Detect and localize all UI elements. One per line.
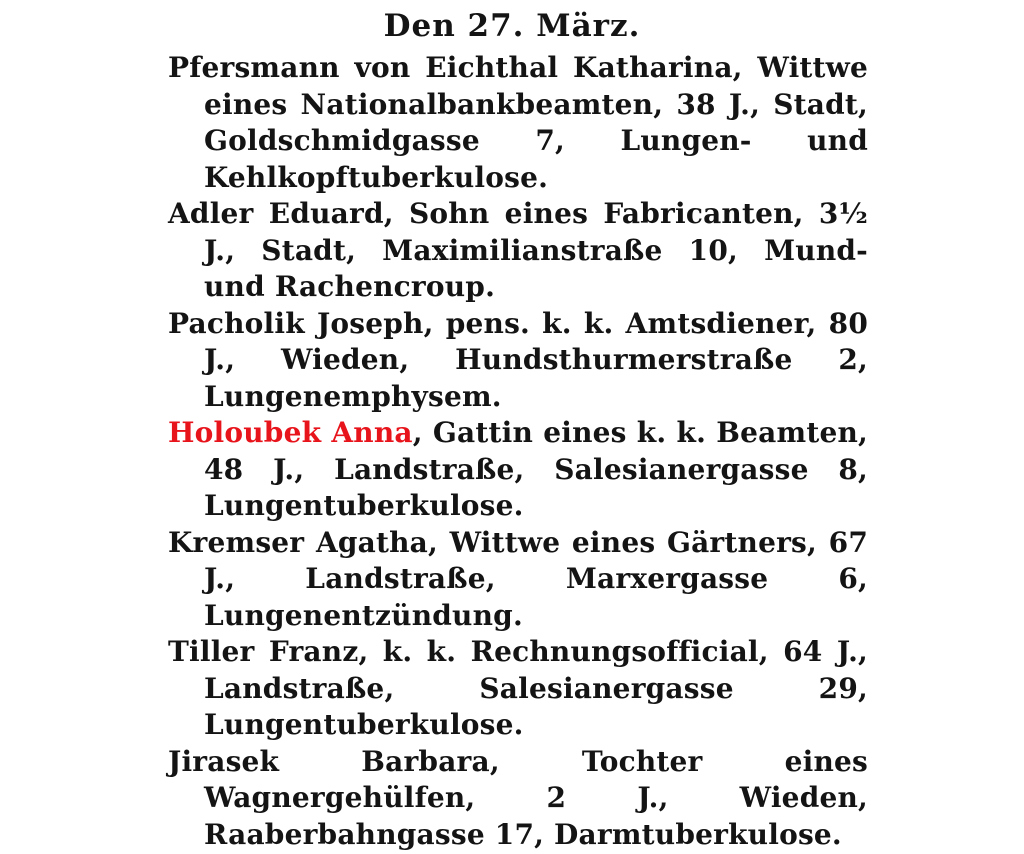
death-entry xyxy=(168,634,868,744)
entry-details: , Sohn eines Fabricanten, 3½ J., Stadt, Maximilianstraße 10, Mund- und Rachencroup. xyxy=(204,197,868,303)
deceased-name-highlighted: Holoubek Anna xyxy=(168,416,413,449)
death-entry-highlighted xyxy=(168,415,868,525)
deceased-name: Kremser Agatha xyxy=(168,525,429,559)
entry-details: , pens. k. k. Amtsdiener, 80 J., Wieden, Hundsthurmerstraße 2, Lungenemphysem. xyxy=(204,306,869,413)
deceased-name: Jirasek Barbara xyxy=(168,744,490,778)
entry-details: , Gattin eines k. k. Beamten, 48 J., Landstraße, Salesianergasse 8, Lungentuberkulose. xyxy=(204,416,868,522)
date-heading: Den 27. März. xyxy=(383,8,641,44)
death-entry xyxy=(168,525,868,635)
death-entry xyxy=(168,196,868,306)
entry-details: , Wittwe eines Gärtners, 67 J., Landstraße, Marxergasse 6, Lungenentzündung. xyxy=(204,525,868,632)
entry-details: , Wittwe eines Nationalbankbeamten, 38 J., Stadt, Goldschmidgasse 7, Lungen- und Kehlkopftuberkulose. xyxy=(204,51,868,194)
deceased-name: Pfersmann von Eichthal Katharina xyxy=(168,51,733,84)
entry-details: , k. k. Rechnungsofficial, 64 J., Landstraße, Salesianergasse 29, Lungentuberkulose. xyxy=(204,635,868,741)
death-register-list xyxy=(168,50,868,853)
death-entry xyxy=(168,744,868,854)
deceased-name: Adler Eduard xyxy=(168,197,384,230)
death-entry xyxy=(168,50,868,196)
death-entry xyxy=(168,306,868,416)
entry-details: , Tochter eines Wagnergehülfen, 2 J., Wieden, Raaberbahngasse 17, Darmtuberkulose. xyxy=(204,744,868,851)
deceased-name: Tiller Franz xyxy=(168,635,359,668)
deceased-name: Pacholik Joseph xyxy=(168,306,424,340)
